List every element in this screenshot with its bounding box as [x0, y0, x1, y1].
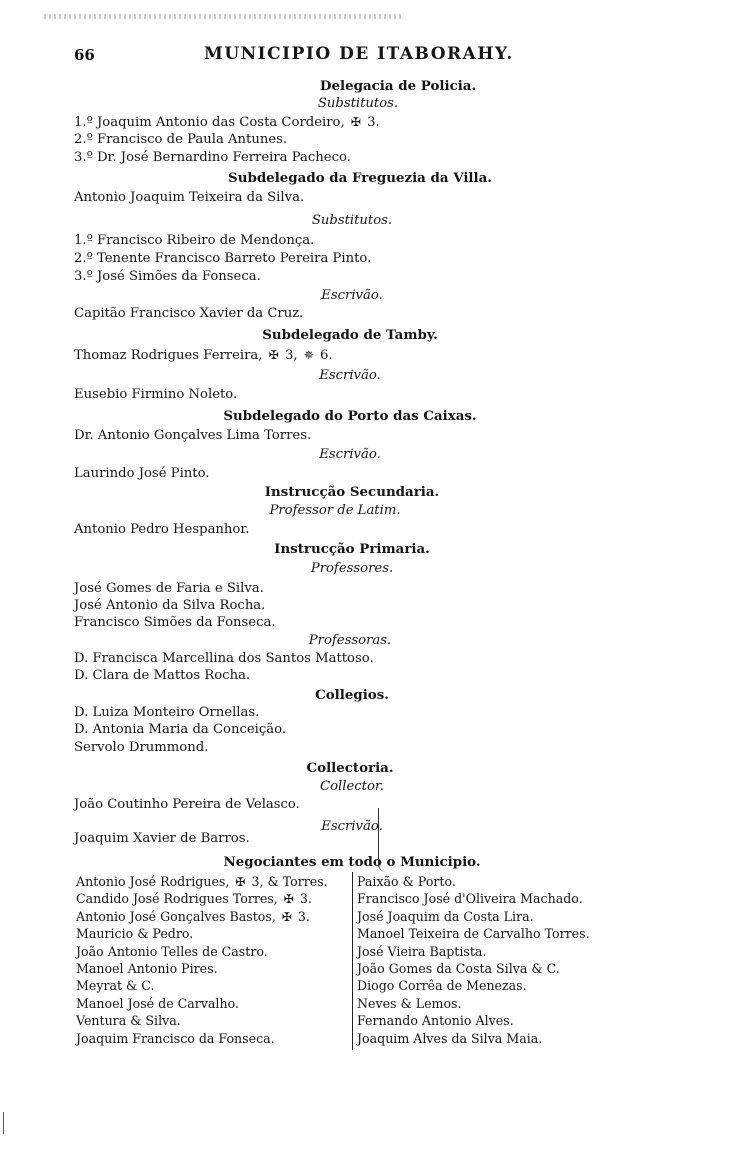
- collegio-1: D. Luiza Monteiro Ornellas.: [74, 705, 260, 720]
- tamby-heading: Subdelegado de Tamby.: [262, 327, 438, 343]
- villa-sub-1: 1.º Francisco Ribeiro de Mendonça.: [74, 233, 315, 248]
- caixas-heading: Subdelegado do Porto das Caixas.: [223, 408, 477, 424]
- primaria-professora-1: D. Francisca Marcellina dos Santos Mattoso.: [74, 651, 374, 666]
- caixas-subdelegado: Dr. Antonio Gonçalves Lima Torres.: [74, 428, 312, 443]
- primaria-professor-1: José Gomes de Faria e Silva.: [74, 581, 264, 596]
- policia-substitutos: Substitutos.: [317, 96, 399, 111]
- page-header: [74, 44, 544, 68]
- villa-substitutos: Substitutos.: [311, 213, 393, 228]
- primaria-professora-2: D. Clara de Mattos Rocha.: [74, 668, 251, 683]
- negociante-left-10: Joaquim Francisco da Fonseca.: [76, 1030, 275, 1046]
- villa-sub-3: 3.º José Simões da Fonseca.: [74, 269, 261, 284]
- negociante-left-5: João Antonio Telles de Castro.: [76, 943, 268, 959]
- page-number: 66: [74, 46, 95, 64]
- column-rule: [352, 872, 353, 1050]
- villa-sub-2: 2.º Tenente Francisco Barreto Pereira Pinto.: [74, 251, 372, 266]
- negociante-right-9: Fernando Antonio Alves.: [357, 1013, 514, 1029]
- negociante-left-4: Mauricio & Pedro.: [76, 926, 194, 942]
- negociante-left-8: Manoel José de Carvalho.: [76, 995, 239, 1011]
- policia-sub-2: 2.º Francisco de Paula Antunes.: [74, 132, 288, 147]
- negociante-right-6: João Gomes da Costa Silva & C.: [357, 961, 560, 976]
- villa-escrivao-label: Escrivão.: [321, 288, 383, 303]
- star-decoration-icon: ✵: [303, 348, 314, 362]
- margin-mark: [3, 1112, 10, 1134]
- collegio-2: D. Antonia Maria da Conceição.: [74, 722, 287, 737]
- collectoria-escrivao: Joaquim Xavier de Barros.: [74, 831, 250, 846]
- running-title: MUNICIPIO DE ITABORAHY.: [204, 44, 514, 64]
- collectoria-escrivao-label: Escrivão.: [321, 819, 383, 834]
- negociante-left-7: Meyrat & C.: [76, 978, 155, 994]
- policia-sub-1: 1.º Joaquim Antonio das Costa Cordeiro, ✠ 3.: [74, 115, 380, 130]
- caixas-escrivao: Laurindo José Pinto.: [74, 466, 210, 481]
- villa-escrivao: Capitão Francisco Xavier da Cruz.: [74, 306, 304, 321]
- negociante-right-7: Diogo Corrêa de Menezas.: [357, 978, 527, 994]
- negociante-left-3: Antonio José Gonçalves Bastos, ✠ 3.: [76, 908, 310, 924]
- policia-heading: Delegacia de Policia.: [319, 78, 477, 94]
- negociante-left-6: Manoel Antonio Pires.: [76, 961, 218, 976]
- collector-label: Collector.: [320, 779, 384, 794]
- negociante-right-5: José Vieira Baptista.: [357, 943, 487, 959]
- negociante-right-3: José Joaquim da Costa Lira.: [357, 908, 534, 924]
- negociante-right-8: Neves & Lemos.: [357, 995, 462, 1011]
- negociante-right-1: Paixão & Porto.: [357, 874, 456, 889]
- negociante-right-4: Manoel Teixeira de Carvalho Torres.: [357, 926, 590, 942]
- cross-decoration-icon: ✠: [350, 115, 361, 129]
- primaria-heading: Instrucção Primaria.: [274, 541, 430, 557]
- margin-brace-mark: [378, 808, 393, 872]
- cross-decoration-icon: ✠: [281, 909, 292, 924]
- tamby-escrivao: Eusebio Firmino Noleto.: [74, 387, 238, 402]
- collegios-heading: Collegios.: [315, 687, 389, 703]
- policia-sub-3: 3.º Dr. José Bernardino Ferreira Pacheco.: [74, 150, 351, 165]
- cross-decoration-icon: ✠: [283, 892, 294, 907]
- negociante-right-2: Francisco José d'Oliveira Machado.: [357, 891, 583, 907]
- collector: João Coutinho Pereira de Velasco.: [74, 797, 300, 812]
- secundaria-professor: Antonio Pedro Hespanhor.: [74, 522, 250, 537]
- secundaria-heading: Instrucção Secundaria.: [264, 484, 440, 500]
- villa-subdelegado: Antonio Joaquim Teixeira da Silva.: [74, 190, 305, 205]
- primaria-professores-label: Professores.: [310, 561, 394, 576]
- primaria-professor-3: Francisco Simões da Fonseca.: [74, 615, 276, 630]
- collegio-3: Servolo Drummond.: [74, 740, 209, 755]
- secundaria-professor-label: Professor de Latim.: [269, 503, 401, 518]
- negociante-left-2: Candido José Rodrigues Torres, ✠ 3.: [76, 891, 312, 907]
- primaria-professor-2: José Antonio da Silva Rocha.: [74, 598, 266, 613]
- negociante-left-1: Antonio José Rodrigues, ✠ 3, & Torres.: [76, 874, 328, 889]
- primaria-professoras-label: Professoras.: [308, 633, 392, 648]
- cross-decoration-icon: ✠: [235, 875, 246, 889]
- cross-decoration-icon: ✠: [268, 348, 279, 362]
- negociante-right-10: Joaquim Alves da Silva Maia.: [357, 1030, 543, 1046]
- tamby-escrivao-label: Escrivão.: [319, 368, 381, 383]
- villa-heading: Subdelegado da Freguezia da Villa.: [228, 170, 492, 186]
- collectoria-heading: Collectoria.: [306, 760, 394, 776]
- caixas-escrivao-label: Escrivão.: [319, 447, 381, 462]
- negociante-left-9: Ventura & Silva.: [76, 1013, 181, 1029]
- tamby-subdelegado: Thomaz Rodrigues Ferreira, ✠ 3, ✵ 6.: [74, 348, 333, 363]
- negociantes-heading: Negociantes em todo o Municipio.: [223, 854, 481, 870]
- print-noise: [44, 14, 404, 19]
